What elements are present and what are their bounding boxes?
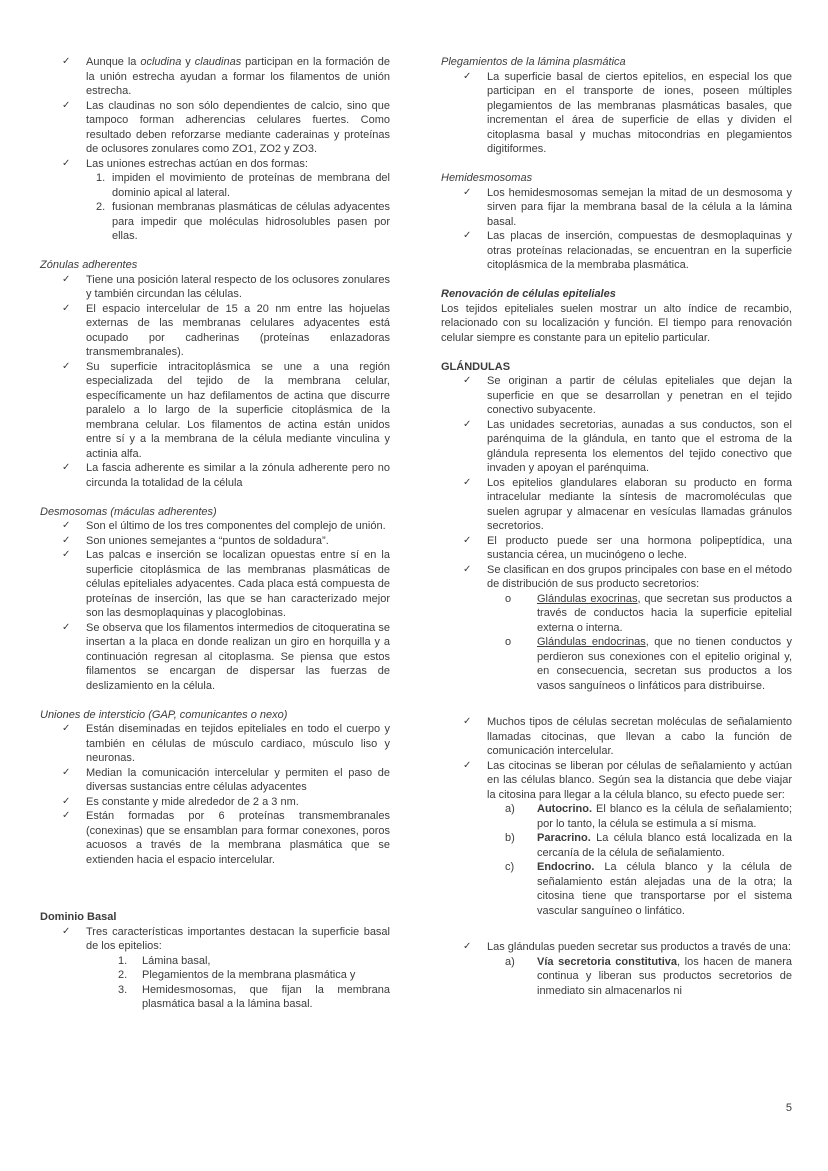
list-item [40, 99, 390, 157]
item-text [487, 760, 792, 801]
list-item [441, 534, 792, 563]
check-bullet-icon: ✓ [62, 99, 71, 111]
list-item [40, 519, 390, 534]
list-item [40, 766, 390, 795]
item-text [537, 803, 792, 830]
list-item [40, 809, 390, 867]
item-text [86, 462, 390, 489]
text-segment: participan en la formación de la unión estrecha ayudan a formar los filamentos de unión estrecha. [86, 56, 390, 97]
item-text [86, 535, 329, 547]
text-segment: Están diseminadas en tejidos epiteliales en todo el cuerpo y también en células de músculo cardiaco, músculo liso y neuronas. [86, 723, 390, 764]
list-marker: 3. [118, 983, 128, 996]
list-marker: a) [505, 803, 515, 815]
section-heading: Uniones de intersticio (GAP, comunicantes o nexo) [40, 708, 288, 721]
check-bullet-icon: ✓ [62, 925, 71, 937]
item-text [86, 549, 390, 619]
section [441, 171, 792, 273]
text-segment: impiden el movimiento de proteínas de membrana del dominio apical al lateral. [112, 172, 390, 199]
item-text [86, 56, 390, 97]
list-item [40, 621, 390, 694]
text-segment: Tiene una posición lateral respecto de los oclusores zonulares y también circundan las células. [86, 273, 390, 300]
list-item [40, 548, 390, 621]
list-item [441, 860, 792, 918]
text-segment: Las glándulas pueden secretar sus productos a través de una: [487, 941, 791, 953]
section [441, 55, 792, 157]
text-segment: El espacio intercelular de 15 a 20 nm entre las hojuelas externas de las membranas celulares adyacentes está ocupado por cadherinas (proteínas enlazadoras transmembranales). [86, 302, 390, 358]
list-item [40, 534, 390, 549]
list-marker: 1. [96, 172, 106, 184]
item-text [142, 955, 211, 967]
section [40, 258, 390, 490]
list-item [441, 715, 792, 759]
list-item [40, 273, 390, 302]
check-bullet-icon: ✓ [62, 534, 71, 546]
text-segment: Los hemidesmosomas semejan la mitad de un desmosoma y sirven para fijar la membrana basal de la célula a la lámina basal. [487, 186, 792, 228]
text-segment: Tres características importantes destacan la superficie basal de los epitelios: [86, 925, 390, 952]
text-segment: Vía secretoria constitutiva [537, 955, 678, 968]
list-marker: c) [505, 861, 515, 873]
list-item [441, 592, 792, 636]
text-segment: Son el último de los tres componentes del complejo de unión. [86, 520, 386, 532]
text-segment: La superficie basal de ciertos epitelios, en especial los que participan en el transporte de iones, poseen múltiples plegamientos de las membranas plasmáticas basales, que incrementan el área de superficie de ellas y dividen el citoplasma basal y muchas mitocondrias en plegamientos digitiformes. [487, 70, 792, 155]
list-item [441, 229, 792, 273]
item-text [487, 419, 792, 475]
column-left [40, 55, 390, 1012]
text-segment: Autocrino. [537, 803, 592, 815]
text-segment: La fascia adherente es similar a la zónula adherente pero no circunda la totalidad de la célula [86, 462, 390, 489]
text-segment: y [181, 56, 195, 68]
item-text [142, 969, 355, 981]
check-bullet-icon: ✓ [463, 186, 472, 198]
section [441, 360, 792, 999]
text-segment: Glándulas endocrinas [537, 636, 646, 648]
check-bullet-icon: ✓ [62, 766, 71, 778]
list-item [441, 831, 792, 860]
check-bullet-icon: ✓ [62, 302, 71, 314]
item-text [86, 303, 390, 359]
item-text [537, 832, 792, 859]
check-bullet-icon: ✓ [463, 759, 472, 771]
check-bullet-icon: ✓ [62, 795, 71, 807]
text-segment: Hemidesmosomas, que fijan la membrana plasmática basal a la lámina basal. [142, 983, 390, 1010]
text-segment: Se clasifican en dos grupos principales con base en el método de distribución de sus producto secretorios: [487, 563, 792, 590]
text-segment: que secretan sus productos a través de conductos hacia la superficie epitelial externa o interna. [537, 592, 792, 634]
page-number: 5 [785, 1102, 792, 1114]
check-bullet-icon: ✓ [463, 716, 472, 727]
item-text [537, 956, 792, 997]
item-text [487, 230, 792, 271]
check-bullet-icon: ✓ [463, 375, 472, 386]
item-text [86, 520, 386, 532]
text-segment: Se originan a partir de células epiteliales que dejan la superficie en que se desarrollan y penetran en el tejido conectivo subyacente. [487, 375, 792, 416]
text-segment: Lámina basal, [142, 954, 211, 967]
check-bullet-icon: ✓ [62, 56, 71, 67]
text-segment: El producto puede ser una hormona polipeptídica, una sustancia cérea, un mucinógeno o leche. [487, 534, 792, 561]
list-marker: 2. [118, 969, 128, 981]
list-item [40, 925, 390, 954]
text-segment: Los tejidos epiteliales suelen mostrar un alto índice de recambio, relacionado con su localización y función. El tiempo para renovación celular siempre es constante para un epitelio particular. [441, 302, 792, 344]
list-marker: o [505, 592, 512, 605]
text-segment: Aunque la [86, 56, 141, 68]
section-heading: Dominio Basal [40, 911, 117, 923]
item-text [487, 941, 791, 953]
section [40, 505, 390, 694]
item-text [487, 71, 792, 156]
item-text [487, 535, 792, 562]
check-bullet-icon: ✓ [62, 360, 71, 372]
list-marker: o [505, 636, 512, 648]
section [441, 287, 792, 345]
list-marker: 2. [96, 201, 106, 213]
item-text [112, 172, 390, 199]
item-text [86, 810, 390, 866]
text-segment: fusionan membranas plasmáticas de células adyacentes para impedir que moléculas hidrosolubles pasen por ellas. [112, 201, 390, 242]
text-segment: , que no tienen conductos y perdieron sus conexiones con el epitelio original y, en consecuencia, secretan sus productos a los vasos sanguíneos o linfáticos para distribuirse. [537, 636, 792, 692]
check-bullet-icon: ✓ [62, 549, 71, 560]
text-segment: Se observa que los filamentos intermedios de citoqueratina se insertan a la placa en donde realizan un giro en horquilla y a continuación regresan al citoplasma. Se piensa que estos filamentos se encargan de dispersar las fuerzas de deslizamiento en la célula. [86, 621, 390, 692]
section [40, 55, 390, 244]
text-segment: Las unidades secretorias, aunadas a sus conductos, son el parénquima de la glándula, en tanto que el estroma de la glándula representa los elementos del tejido conectivo que invaden y apoyan el parénquima. [487, 418, 792, 474]
list-item [40, 157, 390, 172]
text-segment: Endocrino. [537, 861, 595, 873]
section-heading: Plegamientos de la lámina plasmática [441, 56, 626, 68]
check-bullet-icon: ✓ [62, 462, 71, 473]
section-heading: GLÁNDULAS [441, 360, 511, 373]
item-text [537, 593, 792, 634]
list-item [441, 70, 792, 157]
text-segment: Los epitelios glandulares elaboran su producto en forma intracelular mediante la síntesis de macromoléculas que suelen agrupar y almacenar en vesículas llamadas gránulos secretorios. [487, 476, 792, 532]
item-text [86, 274, 390, 301]
check-bullet-icon: ✓ [62, 273, 71, 285]
item-text [487, 564, 792, 591]
list-item [40, 461, 390, 490]
list-item [441, 635, 792, 693]
item-text [487, 187, 792, 228]
item-text [537, 636, 792, 692]
text-segment: La célula blanco está localizada en la cercanía de la célula de señalamiento. [537, 832, 792, 859]
item-text [112, 201, 390, 242]
list-item [40, 722, 390, 766]
item-text [142, 984, 390, 1011]
check-bullet-icon: ✓ [62, 810, 71, 821]
item-text [86, 926, 390, 953]
text-segment: Plegamientos de la membrana plasmática y [142, 969, 356, 981]
text-segment: Su superficie intracitoplásmica se une a una región especializada del tejido de la membrana celular, específicamente un haz defilamentos de actina que discurre paralelo a lo largo de la superficie citoplásmica de la membrana celular. Los filamentos de actina están unidos entre sí y a la membrana de la célula mediante vinculina y actinia alfa. [86, 360, 390, 460]
section-heading: Renovación de células epiteliales [441, 288, 616, 300]
text-segment: ocludina [140, 56, 182, 68]
text-segment: Las citocinas se liberan por células de señalamiento y actúan en las células blanco. Según sea la distancia que debe viajar la citosina para llegar a la célula blanco, su efecto puede ser: [487, 759, 792, 801]
check-bullet-icon: ✓ [463, 70, 472, 82]
list-item [441, 186, 792, 230]
section-heading: Zónulas adherentes [40, 259, 138, 271]
check-bullet-icon: ✓ [463, 534, 472, 546]
paragraph [441, 302, 792, 346]
text-segment: Las claudinas no son sólo dependientes de calcio, sino que tampoco forman adherencias celulares fuertes. Como resultado deben reforzarse mediante caderainas y proteínas de oclusores zonulares como ZO1, ZO2 y ZO3. [86, 99, 390, 155]
check-bullet-icon: ✓ [62, 157, 71, 169]
item-text [86, 622, 390, 692]
item-text [487, 477, 792, 533]
text-segment: Median la comunicación intercelular y permiten el paso de diversas sustancias entre células adyacentes [86, 766, 390, 793]
list-item [441, 802, 792, 831]
section-heading: Hemidesmosomas [441, 172, 533, 184]
item-text [487, 716, 792, 757]
text-segment: Las palcas e inserción se localizan opuestas entre sí en la superficie citoplásmica de las membranas plasmáticas de células epiteliales adyacentes. Cada placa está compuesta de proteínas de inserción, las que se han caracterizado mejor son las desmoplaquinas y placoglobinas. [86, 549, 390, 619]
text-segment: Glándulas exocrinas, [537, 592, 641, 605]
text-segment: Son uniones semejantes a “puntos de soldadura”. [86, 534, 329, 547]
list-item [40, 171, 390, 200]
item-text [86, 158, 308, 170]
item-text [537, 861, 792, 917]
check-bullet-icon: ✓ [62, 621, 71, 633]
list-item [40, 302, 390, 360]
list-item [40, 795, 390, 810]
list-item [40, 360, 390, 462]
list-item [441, 759, 792, 803]
item-text [86, 796, 299, 808]
text-segment: Paracrino. [537, 832, 591, 844]
list-item [441, 955, 792, 999]
list-item [441, 374, 792, 418]
list-item [441, 476, 792, 534]
list-item [441, 418, 792, 476]
text-segment: Muchos tipos de células secretan moléculas de señalamiento llamadas citocinas, que llevan a cabo la función de comunicación intercelular. [487, 716, 792, 757]
text-segment: Es constante y mide alrededor de 2 a 3 nm. [86, 795, 299, 808]
check-bullet-icon: ✓ [463, 476, 472, 488]
text-segment: La célula blanco y la célula de señalamiento están alejadas una de la otra; la citosina tiene que transportarse por el sistema vascular sanguíneo o linfático. [537, 861, 792, 917]
section [40, 910, 390, 1012]
list-item [441, 563, 792, 592]
text-segment: , los hacen de manera continua y liberan sus productos secretorios de inmediato sin almacenarlos ni [537, 955, 792, 997]
item-text [86, 723, 390, 764]
text-segment: claudinas [194, 56, 242, 68]
list-item [441, 940, 792, 955]
list-marker: b) [505, 832, 515, 844]
check-bullet-icon: ✓ [463, 230, 472, 241]
section-heading: Desmosomas (máculas adherentes) [40, 505, 217, 518]
list-item [40, 200, 390, 244]
section [40, 708, 390, 868]
list-item [40, 954, 390, 969]
check-bullet-icon: ✓ [463, 418, 472, 430]
item-text [86, 361, 390, 460]
list-marker: a) [505, 955, 515, 968]
item-text [487, 375, 792, 416]
check-bullet-icon: ✓ [62, 520, 71, 531]
text-segment: El blanco es la célula de señalamiento; por lo tanto, la célula se estimula a sí misma. [537, 803, 792, 830]
text-segment: Las placas de inserción, compuestas de desmoplaquinas y otras proteínas relacionadas, se encuentran en la superficie citoplásmica de la membraba plasmática. [487, 230, 792, 271]
text-segment: Están formadas por 6 proteínas transmembranales (conexinas) que se ensamblan para formar conexones, poros acuosos a través de la membrana plasmática que se extienden hacia el espacio intercelular. [86, 810, 390, 866]
list-item [40, 968, 390, 983]
check-bullet-icon: ✓ [62, 723, 71, 734]
list-item [40, 983, 390, 1012]
item-text [86, 767, 390, 794]
check-bullet-icon: ✓ [463, 563, 472, 575]
check-bullet-icon: ✓ [463, 941, 472, 952]
item-text [86, 100, 390, 156]
list-marker: 1. [118, 954, 128, 967]
list-item [40, 55, 390, 99]
text-segment: Las uniones estrechas actúan en dos formas: [86, 157, 308, 170]
column-right [441, 55, 792, 998]
